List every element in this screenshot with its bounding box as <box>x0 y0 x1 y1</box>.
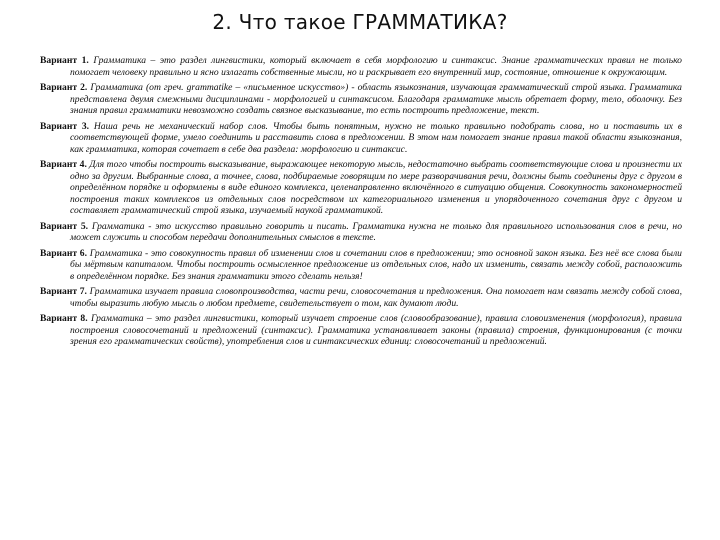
variant-text: Наша речь не механический набор слов. Чтобы быть понятным, нужно не только правильно подобрать слова, но и поставить их в соответствующей форме, умело соединить и расставить слова в предложении. В этом нам помогает знание правил такой области языкознания, как грамматика, которая сочетает в себе два раздела: морфологию и синтаксис. <box>70 120 682 155</box>
variant-label: Вариант 8. <box>40 313 88 324</box>
variant-6 <box>40 248 682 283</box>
variant-7 <box>40 286 682 309</box>
variant-1 <box>40 55 682 78</box>
variant-label: Вариант 4. <box>40 159 87 170</box>
variants-list <box>40 55 682 352</box>
variant-text: Грамматика – это раздел лингвистики, который включает в себя морфологию и синтаксис. Знание грамматических правил не только помогает человеку правильно и ясно излагать собственные мысли, но и раскрывает его внутренний мир, состояние, отношение к окружающим. <box>70 55 682 78</box>
variant-label: Вариант 5. <box>40 220 89 232</box>
variant-text: Грамматика - это совокупность правил об изменении слов и сочетании слов в предложении; это основной закон языка. Без неё все слова были бы мёртвым капиталом. Чтобы построить осмысленное предложение из отдельных слов, надо их изменить, связать между собой, расположить в определённом порядке. Без знания грамматики этого сделать нельзя! <box>70 247 682 282</box>
variant-text: Грамматика изучает правила словопроизводства, части речи, словосочетания и предложения. Она помогает нам связать между собой слова, чтобы выразить любую мысль о любом предмете, свидетельствует о том, как думают люди. <box>70 286 682 309</box>
variant-text: Грамматика - это искусство правильно говорить и писать. Грамматика нужна не только для правильного использования слов в речи, но может служить и способом передачи дополнительных смыслов в тексте. <box>70 220 682 243</box>
variant-3 <box>40 121 682 156</box>
page-title: 2. Что такое ГРАММАТИКА? <box>212 10 508 34</box>
variant-label: Вариант 6. <box>40 247 87 259</box>
variant-2 <box>40 82 682 117</box>
variant-label: Вариант 1. <box>40 55 89 66</box>
variant-8 <box>40 313 682 348</box>
variant-text: Грамматика – это раздел лингвистики, который изучает строение слов (словообразование), правила словоизменения (морфология), правила построения словосочетаний и предложений (синтаксис). Грамматика устанавливает законы (правила) строения, функционирования (с точки зрения его грамматических свойств), употребления слов и синтаксических единиц: словосочетаний и предложений. <box>70 313 682 347</box>
variant-5 <box>40 221 682 244</box>
variant-label: Вариант 3. <box>40 120 90 132</box>
variant-text: Для того чтобы построить высказывание, выражающее некоторую мысль, недостаточно выбрать соответствующие слова и произнести их одно за другим. Выбранные слова, а точнее, слова, подбираемые говорящим по мере разворачивания речи, должны быть соединены друг с другом в определённом порядке и оформлены в виде единого комплекса, целенаправленно включённого в ситуацию общения. Совокупность закономерностей построения таких комплексов из отдельных слов посредством их категориального изменения и упорядоченного сочетания друг с другом и составляет грамматический строй языка, изучаемый наукой грамматикой. <box>70 159 682 216</box>
variant-label: Вариант 2. <box>40 82 88 93</box>
variant-label: Вариант 7. <box>40 286 87 297</box>
variant-4 <box>40 159 682 217</box>
variant-text: Грамматика (от греч. grammatike – «письменное искусство») - область языкознания, изучающая грамматический строй языка. Грамматика представлена двумя смежными дисциплинами - морфологией и синтаксисом. Благодаря грамматике мысль обретает форму, тело, оболочку. Без знания правил грамматики невозможно создать связное высказывание, то есть построить предложение, текст. <box>70 82 682 116</box>
